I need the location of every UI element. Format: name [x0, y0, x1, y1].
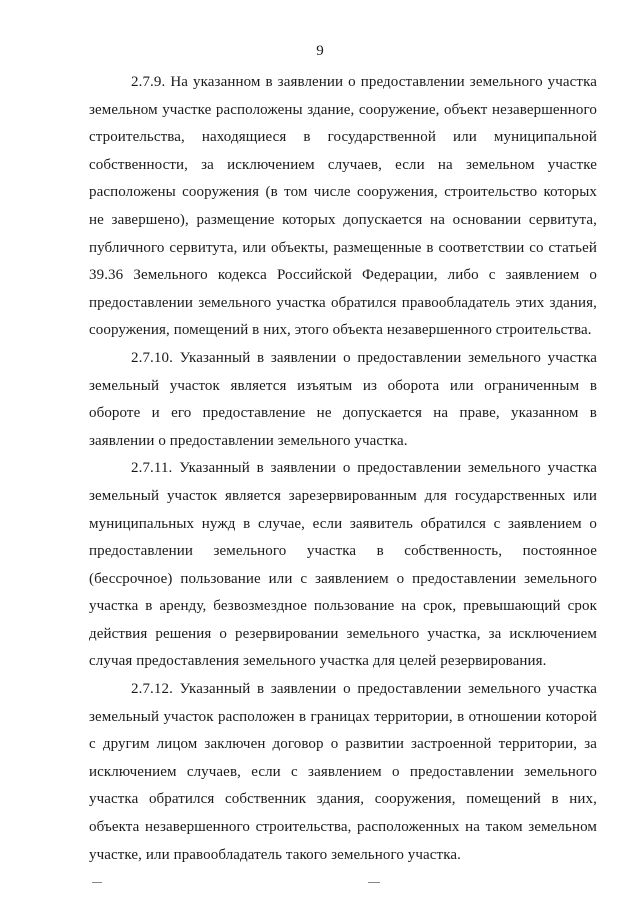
paragraph-2-7-12: [89, 676, 597, 869]
paragraph-text: Указанный в заявлении о предоставлении земельного участка земельный участок расположен в границах территории, в отношении которой с другим лицом заключен договор о развитии застроенной территории, за исключением случаев, если с заявлением о предоставлении земельного участка обратился собственник здания, сооружения, помещений в них, объекта незавершенного строительства, расположенных на таком земельном участке, или правообладатель такого земельного участка.: [89, 681, 597, 863]
document-body: [89, 69, 597, 869]
page-number: 9: [316, 43, 324, 59]
paragraph-2-7-11: [89, 455, 597, 676]
paragraph-text: Указанный в заявлении о предоставлении земельного участка земельный участок является изъятым из оборота или ограниченным в обороте и его предоставление не допускается на праве, указанном в заявлении о предоставлении земельного участка.: [89, 349, 597, 449]
paragraph-2-7-9: [89, 69, 597, 345]
clause-number: 2.7.9.: [131, 74, 166, 90]
clause-number: 2.7.11.: [131, 460, 173, 477]
scan-artifact: [92, 882, 102, 883]
paragraph-text: На указанном в заявлении о предоставлении земельного участка земельном участке расположены здание, сооружение, объект незавершенного строительства, находящиеся в государственной или муниципальной собственности, за исключением случаев, если на земельном участке расположены сооружения (в том числе сооружения, строительство которых не завершено), размещение которых допускается на основании сервитута, публичного сервитута, или объекты, размещенные в соответствии со статьей 39.36 Земельного кодекса Российской Федерации, либо с заявлением о предоставлении земельного участка обратился правообладатель этих здания, сооружения, помещений в них, этого объекта незавершенного строительства.: [89, 74, 597, 339]
paragraph-2-7-10: [89, 345, 597, 455]
paragraph-text: Указанный в заявлении о предоставлении земельного участка земельный участок является зарезервированным для государственных или муниципальных нужд в случае, если заявитель обратился с заявлением о предоставлении земельного участка в собственность, постоянное (бессрочное) пользование или с заявлением о предоставлении земельного участка в аренду, безвозмездное пользование на срок, превышающий срок действия решения о резервировании земельного участка, за исключением случая предоставления земельного участка для целей резервирования.: [89, 460, 597, 670]
clause-number: 2.7.12.: [131, 681, 173, 698]
scan-artifact: [368, 882, 380, 883]
clause-number: 2.7.10.: [131, 349, 173, 366]
